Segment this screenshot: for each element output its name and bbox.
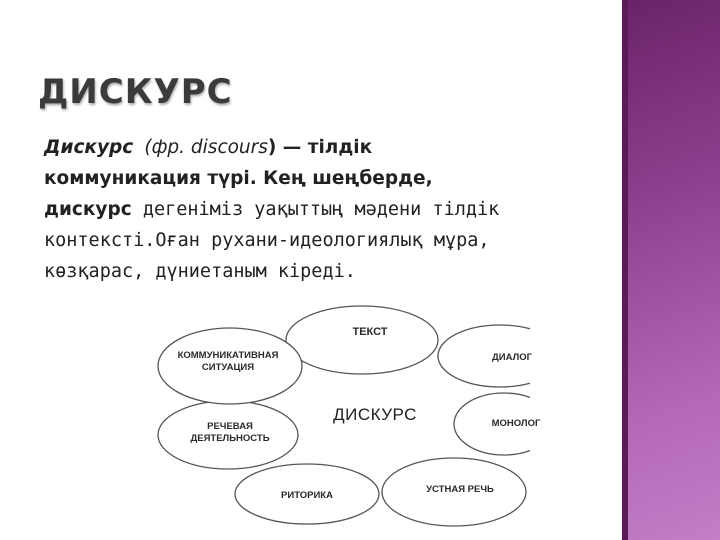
node-comm-situation-label xyxy=(178,350,279,374)
term-discourse: Дискурс xyxy=(44,137,134,158)
node-monolog-label: МОНОЛОГ xyxy=(491,418,541,429)
node-rhetoric-label: РИТОРИКА xyxy=(281,490,333,501)
paragraph-line-2: коммуникация түрі. Кең шеңберде, xyxy=(44,168,433,189)
speech-activity-line-1: РЕЧЕВАЯ xyxy=(207,421,253,432)
node-speech-activity-label xyxy=(190,421,269,445)
node-text-label: ТЕКСТ xyxy=(352,326,388,338)
paragraph-line-1 xyxy=(44,132,604,163)
speech-activity-line-2: ДЕЯТЕЛЬНОСТЬ xyxy=(190,433,270,444)
term-discourse-bold: дискурс xyxy=(44,199,132,220)
diagram-center-label: ДИСКУРС xyxy=(333,405,417,424)
paragraph-line-3 xyxy=(44,194,604,225)
paren-close: ) — тілдік xyxy=(267,137,373,158)
line-3-rest: дегеніміз уақыттың мәдени тілдік xyxy=(131,199,500,220)
paren-open: (фр. xyxy=(144,137,191,158)
definition-paragraph xyxy=(44,132,604,287)
paren-term: discours xyxy=(190,137,268,158)
node-text-shape xyxy=(286,306,438,374)
comm-situation-line-2: СИТУАЦИЯ xyxy=(201,362,255,373)
comm-situation-line-1: КОММУНИКАТИВНАЯ xyxy=(177,350,279,361)
node-dialog-label: ДИАЛОГ xyxy=(491,352,533,363)
paragraph-line-5: көзқарас, дүниетаным кіреді. xyxy=(44,261,356,282)
slide-title: ДИСКУРС xyxy=(38,72,233,112)
decorative-sidebar xyxy=(628,0,720,540)
paragraph-line-4: контексті.Оған рухани-идеологиялық мұра, xyxy=(44,230,490,251)
node-oral-speech-label: УСТНАЯ РЕЧЬ xyxy=(426,484,494,495)
discourse-diagram xyxy=(150,300,541,540)
